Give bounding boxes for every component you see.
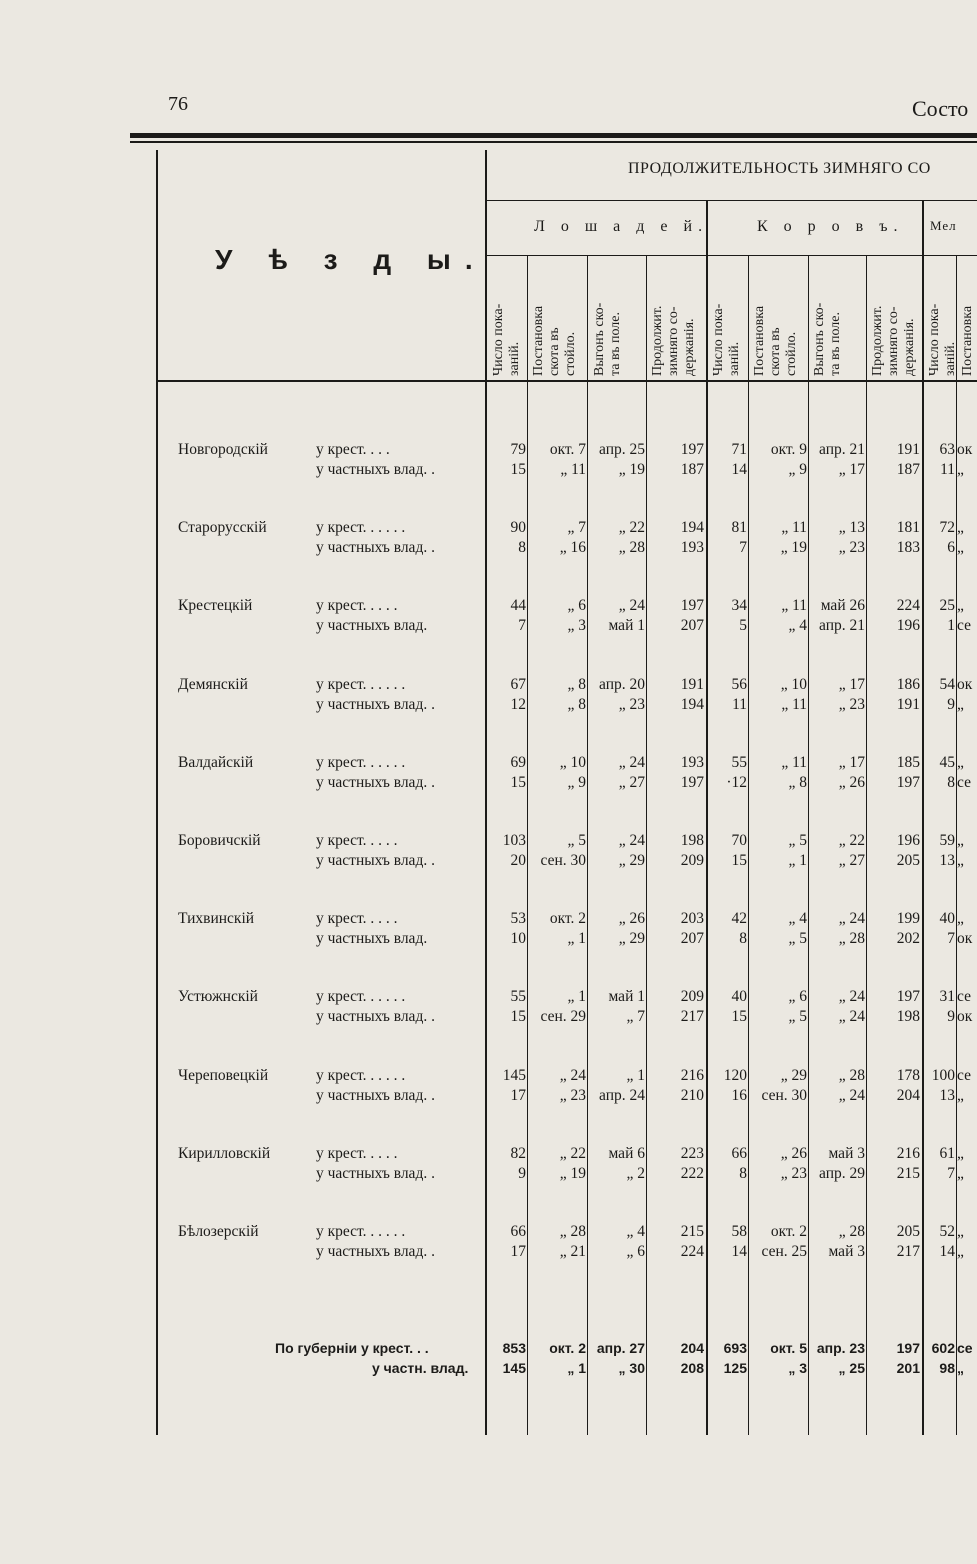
table-cell: 16 xyxy=(731,1087,747,1104)
table-cell: 194 xyxy=(680,519,704,536)
table-cell: 98 xyxy=(939,1360,955,1376)
table-cell: 67 xyxy=(510,676,526,693)
table-cell: апр. 29 xyxy=(819,1165,865,1182)
table-cell: 199 xyxy=(896,910,920,927)
table-cell: „ 29 xyxy=(780,1067,807,1084)
table-cell: 210 xyxy=(680,1087,704,1104)
table-cell: 186 xyxy=(896,676,920,693)
table-cell: 55 xyxy=(731,754,747,771)
district-name: Демянскій xyxy=(178,676,248,693)
table-cell: „ 7 xyxy=(567,519,586,536)
table-cell: „ 26 xyxy=(618,910,645,927)
table-cell: „ xyxy=(957,1243,964,1260)
column-header: Число пока- заній. xyxy=(927,303,958,376)
table-cell: апр. 20 xyxy=(599,676,645,693)
table-cell: 224 xyxy=(680,1243,704,1260)
row-subtype-private: у частныхъ влад. . xyxy=(316,1087,435,1104)
table-cell: „ 22 xyxy=(618,519,645,536)
table-cell: 100 xyxy=(931,1067,955,1084)
row-subtype-peasant: у крест. . . . . xyxy=(316,832,398,849)
group-header-small-stock: Мел xyxy=(930,218,957,233)
table-cell: „ 11 xyxy=(781,696,807,713)
table-cell: 198 xyxy=(896,1008,920,1025)
row-subtype-private: у частныхъ влад. . xyxy=(316,852,435,869)
top-rule-thin xyxy=(130,141,977,143)
table-cell: „ 28 xyxy=(838,1067,865,1084)
table-cell: „ 1 xyxy=(567,1360,586,1376)
table-cell: 7 xyxy=(947,930,955,947)
table-cell: 7 xyxy=(739,539,747,556)
table-cell: 187 xyxy=(680,461,704,478)
table-cell: „ 3 xyxy=(788,1360,807,1376)
row-subtype-private: у частныхъ влад. . xyxy=(316,774,435,791)
table-cell: 208 xyxy=(680,1360,704,1376)
table-cell: „ 4 xyxy=(788,910,807,927)
row-subtype-private: у частныхъ влад. . xyxy=(316,696,435,713)
table-cell: 191 xyxy=(896,696,920,713)
table-cell: „ xyxy=(957,852,964,869)
row-subtype-peasant: у крест. . . . . . xyxy=(316,754,406,771)
table-cell: 178 xyxy=(896,1067,920,1084)
table-cell: 17 xyxy=(510,1243,526,1260)
table-cell: „ 24 xyxy=(838,988,865,1005)
table-cell: „ 5 xyxy=(788,1008,807,1025)
table-cell: ок xyxy=(957,1008,973,1025)
table-cell: „ 28 xyxy=(838,1223,865,1240)
column-header: Продолжит. зимняго со- держанія. xyxy=(870,305,917,376)
row-subtype-private: у частныхъ влад. xyxy=(316,617,428,634)
row-subtype-private: у частныхъ влад. . xyxy=(316,461,435,478)
table-cell: „ 9 xyxy=(567,774,586,791)
district-name: Тихвинскій xyxy=(178,910,255,927)
table-cell: 216 xyxy=(896,1145,920,1162)
table-cell: „ xyxy=(957,696,964,713)
table-cell: се xyxy=(957,1340,973,1356)
table-cell: 181 xyxy=(896,519,920,536)
table-cell: се xyxy=(957,617,971,634)
table-cell: 7 xyxy=(518,617,526,634)
table-cell: „ 8 xyxy=(567,696,586,713)
table-cell: 8 xyxy=(739,1165,747,1182)
table-cell: май 1 xyxy=(608,988,645,1005)
table-cell: окт. 7 xyxy=(549,441,586,458)
table-cell: 217 xyxy=(680,1008,704,1025)
table-cell: 8 xyxy=(518,539,526,556)
table-cell: 71 xyxy=(731,441,747,458)
table-cell: 14 xyxy=(731,1243,747,1260)
table-cell: сен. 29 xyxy=(540,1008,586,1025)
row-subtype-peasant: у крест. . . . . . xyxy=(316,1223,406,1240)
table-cell: май 26 xyxy=(820,597,865,614)
table-cell: „ 19 xyxy=(618,461,645,478)
table-cell: „ 27 xyxy=(618,774,645,791)
table-cell: „ xyxy=(957,1087,964,1104)
table-cell: „ 29 xyxy=(618,930,645,947)
table-cell: 197 xyxy=(896,774,920,791)
table-cell: сен. 30 xyxy=(540,852,586,869)
table-cell: апр. 25 xyxy=(599,441,645,458)
table-cell: 191 xyxy=(680,676,704,693)
table-cell: 12 xyxy=(510,696,526,713)
table-cell: „ 5 xyxy=(788,832,807,849)
table-cell: 197 xyxy=(680,774,704,791)
table-cell: „ 6 xyxy=(567,597,586,614)
table-cell: 15 xyxy=(510,774,526,791)
table-cell: 196 xyxy=(896,617,920,634)
table-cell: „ 28 xyxy=(838,930,865,947)
table-cell: 54 xyxy=(939,676,955,693)
table-cell: апр. 27 xyxy=(596,1340,645,1356)
table-cell: 10 xyxy=(510,930,526,947)
row-subtype-peasant: у крест. . . . xyxy=(316,441,390,458)
table-cell: „ 9 xyxy=(788,461,807,478)
row-subtype-peasant: у крест. . . . . . xyxy=(316,519,406,536)
table-cell: „ 26 xyxy=(838,774,865,791)
table-cell: „ 17 xyxy=(838,461,865,478)
table-cell: „ 11 xyxy=(781,519,807,536)
table-cell: „ 11 xyxy=(781,597,807,614)
district-name: Боровичскій xyxy=(178,832,261,849)
table-cell: „ 19 xyxy=(559,1165,586,1182)
table-cell: „ 16 xyxy=(559,539,586,556)
table-cell: „ xyxy=(957,1223,964,1240)
main-header: ПРОДОЛЖИТЕЛЬНОСТЬ ЗИМНЯГО СО xyxy=(628,160,931,177)
district-name: Новгородскій xyxy=(178,441,268,458)
table-cell: се xyxy=(957,988,971,1005)
table-cell: „ 24 xyxy=(838,1008,865,1025)
row-subtype-peasant: у крест. . . . . . xyxy=(316,676,406,693)
column-header: Постановка скота въ стойло. xyxy=(531,305,578,376)
table-cell: сен. 25 xyxy=(761,1243,807,1260)
table-cell: „ 22 xyxy=(838,832,865,849)
table-cell: 40 xyxy=(731,988,747,1005)
table-cell: 602 xyxy=(931,1340,955,1356)
table-cell: 205 xyxy=(896,852,920,869)
total-label-private: у частн. влад. xyxy=(372,1360,469,1376)
table-cell: 1 xyxy=(947,617,955,634)
table-cell: 14 xyxy=(939,1243,955,1260)
row-subtype-peasant: у крест. . . . . xyxy=(316,910,398,927)
table-cell: „ 23 xyxy=(618,696,645,713)
page-number: 76 xyxy=(168,93,188,115)
table-cell: 207 xyxy=(680,617,704,634)
table-cell: 13 xyxy=(939,1087,955,1104)
table-cell: 196 xyxy=(896,832,920,849)
group-header-horses: Л о ш а д е й. xyxy=(534,218,709,235)
table-cell: 40 xyxy=(939,910,955,927)
table-cell: 11 xyxy=(940,461,955,478)
district-name: Бѣлозерскій xyxy=(178,1223,259,1240)
table-cell: 193 xyxy=(680,754,704,771)
district-name: Череповецкій xyxy=(178,1067,269,1084)
district-name: Крестецкій xyxy=(178,597,253,614)
table-cell: 61 xyxy=(939,1145,955,1162)
group-header-rule xyxy=(487,255,977,256)
table-cell: 9 xyxy=(518,1165,526,1182)
table-cell: 58 xyxy=(731,1223,747,1240)
table-cell: 90 xyxy=(510,519,526,536)
table-cell: „ 29 xyxy=(618,852,645,869)
table-cell: 59 xyxy=(939,832,955,849)
district-name: Кирилловскій xyxy=(178,1145,271,1162)
table-cell: 198 xyxy=(680,832,704,849)
table-cell: ок xyxy=(957,676,973,693)
table-cell: „ 21 xyxy=(559,1243,586,1260)
table-cell: „ 8 xyxy=(567,676,586,693)
table-cell: 120 xyxy=(723,1067,747,1084)
stub-header: У ѣ з д ы. xyxy=(215,244,487,275)
table-cell: „ 3 xyxy=(567,617,586,634)
table-cell: окт. 2 xyxy=(770,1223,807,1240)
table-cell: „ 23 xyxy=(559,1087,586,1104)
table-cell: „ 11 xyxy=(781,754,807,771)
table-cell: „ xyxy=(957,461,964,478)
table-cell: апр. 24 xyxy=(599,1087,645,1104)
table-cell: „ 1 xyxy=(567,930,586,947)
table-cell: 45 xyxy=(939,754,955,771)
column-header: Постановка скота въ стойло. xyxy=(752,305,799,376)
main-header-rule xyxy=(487,200,977,201)
top-rule-thick xyxy=(130,133,977,138)
table-cell: 853 xyxy=(502,1340,526,1356)
table-cell: „ xyxy=(957,910,964,927)
table-cell: „ xyxy=(957,597,964,614)
table-cell: 25 xyxy=(939,597,955,614)
table-cell: 197 xyxy=(680,441,704,458)
table-cell: „ 10 xyxy=(780,676,807,693)
table-cell: 20 xyxy=(510,852,526,869)
table-cell: „ 1 xyxy=(567,988,586,1005)
table-cell: окт. 2 xyxy=(549,1340,586,1356)
table-cell: 15 xyxy=(731,852,747,869)
table-cell: 70 xyxy=(731,832,747,849)
table-cell: 66 xyxy=(510,1223,526,1240)
table-cell: 209 xyxy=(680,988,704,1005)
table-cell: „ 28 xyxy=(559,1223,586,1240)
table-cell: 55 xyxy=(510,988,526,1005)
table-cell: 202 xyxy=(896,930,920,947)
table-cell: 15 xyxy=(510,461,526,478)
table-cell: 201 xyxy=(896,1360,920,1376)
table-cell: „ 25 xyxy=(838,1360,865,1376)
table-cell: ок xyxy=(957,930,973,947)
table-cell: 82 xyxy=(510,1145,526,1162)
table-cell: 693 xyxy=(723,1340,747,1356)
table-cell: „ 8 xyxy=(788,774,807,791)
table-cell: „ xyxy=(957,1145,964,1162)
table-cell: 9 xyxy=(947,696,955,713)
header-bottom-rule xyxy=(158,380,977,382)
table-cell: „ 7 xyxy=(626,1008,645,1025)
table-cell: ок xyxy=(957,441,973,458)
table-cell: 7 xyxy=(947,1165,955,1182)
group-header-cows: К о р о в ъ. xyxy=(757,218,904,235)
table-cell: 17 xyxy=(510,1087,526,1104)
table-cell: „ xyxy=(957,754,964,771)
table-cell: „ 1 xyxy=(626,1067,645,1084)
table-cell: се xyxy=(957,1067,971,1084)
table-cell: сен. 30 xyxy=(761,1087,807,1104)
table-cell: „ 26 xyxy=(780,1145,807,1162)
table-cell: 203 xyxy=(680,910,704,927)
table-cell: 5 xyxy=(739,617,747,634)
table-cell: 216 xyxy=(680,1067,704,1084)
table-cell: „ 30 xyxy=(618,1360,645,1376)
table-cell: „ 4 xyxy=(788,617,807,634)
column-header: Выгонъ ско- та въ поле. xyxy=(812,302,843,376)
table-cell: апр. 23 xyxy=(816,1340,865,1356)
table-cell: „ 23 xyxy=(780,1165,807,1182)
table-cell: „ 23 xyxy=(838,696,865,713)
table-cell: 193 xyxy=(680,539,704,556)
total-label-peasant: По губерніи у крест. . . xyxy=(275,1340,429,1356)
table-cell: окт. 9 xyxy=(770,441,807,458)
table-cell: 215 xyxy=(896,1165,920,1182)
table-cell: окт. 2 xyxy=(549,910,586,927)
table-cell: май 6 xyxy=(608,1145,645,1162)
table-cell: се xyxy=(957,774,971,791)
table-cell: 183 xyxy=(896,539,920,556)
table-cell: „ 23 xyxy=(838,539,865,556)
table-cell: „ 28 xyxy=(618,539,645,556)
table-left-border xyxy=(156,150,158,1435)
row-subtype-private: у частныхъ влад. . xyxy=(316,539,435,556)
table-cell: „ 24 xyxy=(838,1087,865,1104)
table-cell: 205 xyxy=(896,1223,920,1240)
table-cell: 53 xyxy=(510,910,526,927)
table-cell: „ 5 xyxy=(788,930,807,947)
table-cell: „ 13 xyxy=(838,519,865,536)
table-cell: 209 xyxy=(680,852,704,869)
table-cell: 6 xyxy=(947,539,955,556)
table-cell: „ 2 xyxy=(626,1165,645,1182)
district-name: Старорусскій xyxy=(178,519,267,536)
table-cell: 63 xyxy=(939,441,955,458)
table-cell: ·12 xyxy=(726,774,747,791)
table-cell: 8 xyxy=(739,930,747,947)
table-cell: „ xyxy=(957,539,964,556)
row-subtype-private: у частныхъ влад. . xyxy=(316,1008,435,1025)
table-cell: „ 22 xyxy=(559,1145,586,1162)
table-cell: „ 24 xyxy=(618,754,645,771)
row-subtype-private: у частныхъ влад. . xyxy=(316,1243,435,1260)
district-name: Валдайскій xyxy=(178,754,254,771)
table-cell: 197 xyxy=(680,597,704,614)
row-subtype-peasant: у крест. . . . . . xyxy=(316,988,406,1005)
table-cell: 103 xyxy=(502,832,526,849)
table-cell: „ xyxy=(957,832,964,849)
column-header: Постановка xyxy=(960,305,975,376)
table-cell: „ xyxy=(957,1165,964,1182)
table-cell: „ xyxy=(957,519,964,536)
row-subtype-peasant: у крест. . . . . xyxy=(316,1145,398,1162)
table-cell: 145 xyxy=(502,1360,526,1376)
table-cell: 42 xyxy=(731,910,747,927)
table-cell: 185 xyxy=(896,754,920,771)
table-cell: 79 xyxy=(510,441,526,458)
table-cell: 72 xyxy=(939,519,955,536)
table-cell: „ 24 xyxy=(618,597,645,614)
table-cell: апр. 21 xyxy=(819,617,865,634)
table-cell: 215 xyxy=(680,1223,704,1240)
table-cell: 223 xyxy=(680,1145,704,1162)
table-cell: 194 xyxy=(680,696,704,713)
table-cell: 31 xyxy=(939,988,955,1005)
table-cell: 9 xyxy=(947,1008,955,1025)
district-name: Устюжнскій xyxy=(178,988,258,1005)
table-cell: окт. 5 xyxy=(770,1340,807,1356)
table-cell: 197 xyxy=(896,1340,920,1356)
table-cell: „ 24 xyxy=(618,832,645,849)
row-subtype-peasant: у крест. . . . . xyxy=(316,597,398,614)
table-cell: 222 xyxy=(680,1165,704,1182)
table-cell: 15 xyxy=(510,1008,526,1025)
row-subtype-private: у частныхъ влад. . xyxy=(316,1165,435,1182)
table-cell: „ 27 xyxy=(838,852,865,869)
table-cell: „ 24 xyxy=(838,910,865,927)
table-cell: 191 xyxy=(896,441,920,458)
table-cell: 15 xyxy=(731,1008,747,1025)
table-cell: „ 10 xyxy=(559,754,586,771)
column-header: Продолжит. зимняго со- держанія. xyxy=(650,305,697,376)
table-cell: май 1 xyxy=(608,617,645,634)
table-cell: 66 xyxy=(731,1145,747,1162)
table-cell: „ 24 xyxy=(559,1067,586,1084)
table-cell: 145 xyxy=(502,1067,526,1084)
table-cell: „ 17 xyxy=(838,754,865,771)
table-cell: 204 xyxy=(680,1340,704,1356)
table-cell: 204 xyxy=(896,1087,920,1104)
table-cell: 187 xyxy=(896,461,920,478)
table-cell: „ 6 xyxy=(788,988,807,1005)
running-title: Состо xyxy=(912,96,969,121)
row-subtype-private: у частныхъ влад. xyxy=(316,930,428,947)
table-cell: „ 11 xyxy=(560,461,586,478)
table-cell: май 3 xyxy=(828,1145,865,1162)
table-cell: „ 5 xyxy=(567,832,586,849)
table-cell: 217 xyxy=(896,1243,920,1260)
table-cell: 11 xyxy=(732,696,747,713)
table-cell: „ xyxy=(957,1360,964,1376)
column-header: Число пока- заній. xyxy=(711,303,742,376)
table-cell: „ 6 xyxy=(626,1243,645,1260)
table-cell: „ 4 xyxy=(626,1223,645,1240)
table-cell: 207 xyxy=(680,930,704,947)
table-cell: 52 xyxy=(939,1223,955,1240)
table-cell: 34 xyxy=(731,597,747,614)
table-cell: 81 xyxy=(731,519,747,536)
table-cell: 56 xyxy=(731,676,747,693)
table-cell: 14 xyxy=(731,461,747,478)
table-cell: „ 17 xyxy=(838,676,865,693)
column-header: Число пока- заній. xyxy=(491,303,522,376)
table-cell: май 3 xyxy=(828,1243,865,1260)
row-subtype-peasant: у крест. . . . . . xyxy=(316,1067,406,1084)
table-cell: „ 19 xyxy=(780,539,807,556)
table-cell: 8 xyxy=(947,774,955,791)
table-cell: 13 xyxy=(939,852,955,869)
table-cell: 224 xyxy=(896,597,920,614)
table-cell: 44 xyxy=(510,597,526,614)
table-cell: 125 xyxy=(723,1360,747,1376)
table-cell: „ 1 xyxy=(788,852,807,869)
table-cell: апр. 21 xyxy=(819,441,865,458)
column-header: Выгонъ ско- та въ поле. xyxy=(592,302,623,376)
table-cell: 197 xyxy=(896,988,920,1005)
table-cell: 69 xyxy=(510,754,526,771)
